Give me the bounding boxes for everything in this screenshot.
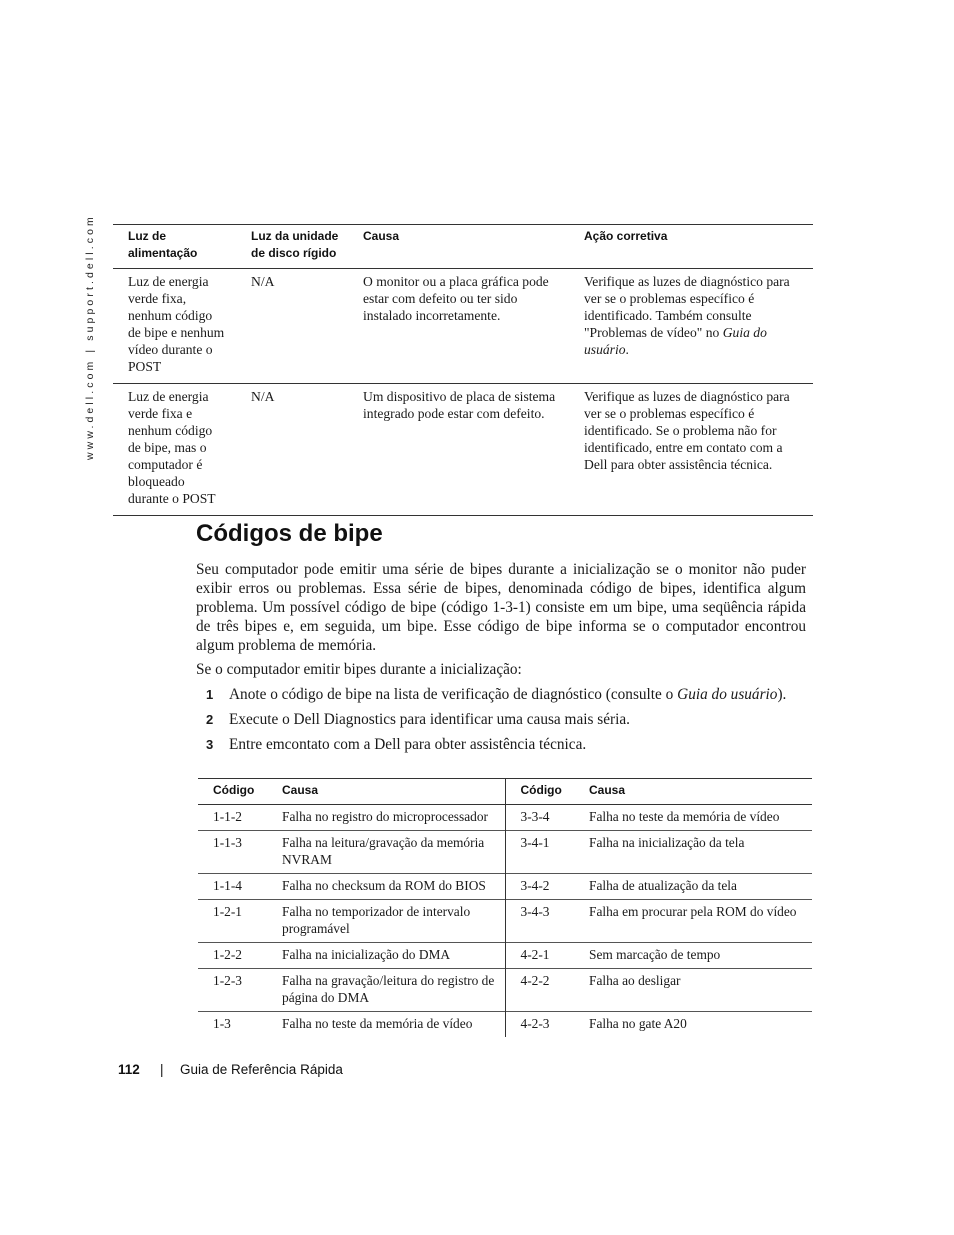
- cause-cell: Falha no gate A20: [589, 1016, 687, 1031]
- cause-cell: Falha de atualização da tela: [589, 878, 737, 893]
- step-number: 2: [206, 712, 214, 727]
- step-item: [196, 710, 630, 729]
- column-header: Código: [213, 783, 255, 797]
- cause-cell: Falha no registro do microprocessador: [282, 809, 489, 824]
- table-row: [198, 969, 812, 1012]
- table-row: [198, 1012, 812, 1038]
- table-row: [198, 874, 812, 900]
- table-header-row: [113, 225, 813, 269]
- code-cell: 4-2-2: [505, 969, 574, 1012]
- code-cell: 4-2-1: [505, 943, 574, 969]
- lead-paragraph: Se o computador emitir bipes durante a inicialização:: [196, 661, 522, 678]
- step-text: Execute o Dell Diagnostics para identificar uma causa mais séria.: [229, 711, 630, 728]
- table-row: [113, 269, 813, 384]
- table-row: [198, 805, 812, 831]
- cause-cell: Falha no checksum da ROM do BIOS: [282, 878, 486, 893]
- cause-cell: Falha na inicialização da tela: [589, 835, 745, 850]
- column-header: Código: [505, 779, 574, 805]
- cause-cell: Falha na leitura/gravação da memória NVRAM: [282, 835, 485, 867]
- column-header: Luz de alimentação: [128, 229, 198, 260]
- step-text: Entre emcontato com a Dell para obter assistência técnica.: [229, 736, 587, 753]
- disk-light-cell: N/A: [251, 274, 275, 289]
- beep-codes-table: [198, 778, 812, 1037]
- intro-paragraph: Seu computador pode emitir uma série de bipes durante a inicialização se o monitor não puder exibir erros ou problemas. Essa série de bipes, denominada código de bipes, identifica algum problema. Um possível código de bipe (código 1-3-1) consiste em um bipe, uma seqüência rápida de três bipes e, em seguida, um bipe. Esse código de bipe informa se o computador encontrou algum problema de memória.: [196, 561, 806, 654]
- step-item: [196, 735, 586, 754]
- step-end: ).: [777, 686, 787, 703]
- footer-title: Guia de Referência Rápida: [180, 1062, 343, 1077]
- cause-cell: Um dispositivo de placa de sistema integrado pode estar com defeito.: [363, 389, 556, 421]
- cause-cell: Falha no teste da memória de vídeo: [589, 809, 780, 824]
- action-guide-reference: Guia do usuário: [584, 325, 767, 357]
- column-header: Causa: [282, 783, 319, 797]
- code-cell: 1-2-1: [213, 904, 243, 919]
- action-cell: [569, 269, 813, 384]
- code-cell: 1-1-2: [213, 809, 243, 824]
- code-cell: 1-2-3: [213, 973, 243, 988]
- table-row: [198, 943, 812, 969]
- cause-cell: Falha ao desligar: [589, 973, 681, 988]
- cause-cell: O monitor ou a placa gráfica pode estar com defeito ou ter sido instalado incorretamente.: [363, 274, 549, 323]
- code-cell: 1-1-4: [213, 878, 243, 893]
- section-title: Códigos de bipe: [196, 520, 383, 547]
- code-cell: 3-3-4: [505, 805, 574, 831]
- code-cell: 1-3: [213, 1016, 231, 1031]
- page-number: 112: [118, 1062, 140, 1077]
- action-text: Verifique as luzes de diagnóstico para ver se o problemas específico é identificado. Também consulte "Problemas de vídeo" no: [584, 274, 790, 340]
- diagnostic-lights-table: [113, 224, 813, 516]
- action-text: Verifique as luzes de diagnóstico para ver se o problemas específico é identificado. Se o problema não for identificado, entre em contato com a Dell para obter assistência técnica.: [584, 389, 790, 472]
- table-header-row: [198, 779, 812, 805]
- action-cell: [569, 384, 813, 516]
- column-header: Ação corretiva: [584, 229, 668, 243]
- column-header: Causa: [589, 783, 626, 797]
- cause-cell: Falha na inicialização do DMA: [282, 947, 451, 962]
- step-guide-reference: Guia do usuário: [677, 686, 778, 703]
- step-item: [196, 685, 786, 704]
- code-cell: 4-2-3: [505, 1012, 574, 1038]
- cause-cell: Falha em procurar pela ROM do vídeo: [589, 904, 797, 919]
- code-cell: 1-2-2: [213, 947, 243, 962]
- action-end: .: [625, 342, 629, 357]
- cause-cell: Falha no temporizador de intervalo programável: [282, 904, 471, 936]
- table-row: [113, 384, 813, 516]
- step-text: Anote o código de bipe na lista de verificação de diagnóstico (consulte o: [229, 686, 678, 703]
- step-number: 3: [206, 737, 214, 752]
- table-row: [198, 900, 812, 943]
- code-cell: 1-1-3: [213, 835, 243, 850]
- footer-separator: |: [160, 1062, 164, 1077]
- column-header: Causa: [363, 229, 400, 243]
- code-cell: 3-4-3: [505, 900, 574, 943]
- disk-light-cell: N/A: [251, 389, 275, 404]
- side-url: www.dell.com | support.dell.com: [84, 214, 96, 460]
- cause-cell: Falha no teste da memória de vídeo: [282, 1016, 473, 1031]
- cause-cell: Falha na gravação/leitura do registro de página do DMA: [282, 973, 495, 1005]
- power-light-cell: Luz de energia verde fixa, nenhum código de bipe e nenhum vídeo durante o POST: [128, 274, 225, 374]
- cause-cell: Sem marcação de tempo: [589, 947, 721, 962]
- column-header: Luz da unidade de disco rígido: [251, 229, 339, 260]
- page-footer: [118, 1062, 343, 1077]
- code-cell: 3-4-1: [505, 831, 574, 874]
- power-light-cell: Luz de energia verde fixa e nenhum código de bipe, mas o computador é bloqueado durante o POST: [128, 389, 216, 506]
- table-row: [198, 831, 812, 874]
- step-number: 1: [206, 687, 214, 702]
- code-cell: 3-4-2: [505, 874, 574, 900]
